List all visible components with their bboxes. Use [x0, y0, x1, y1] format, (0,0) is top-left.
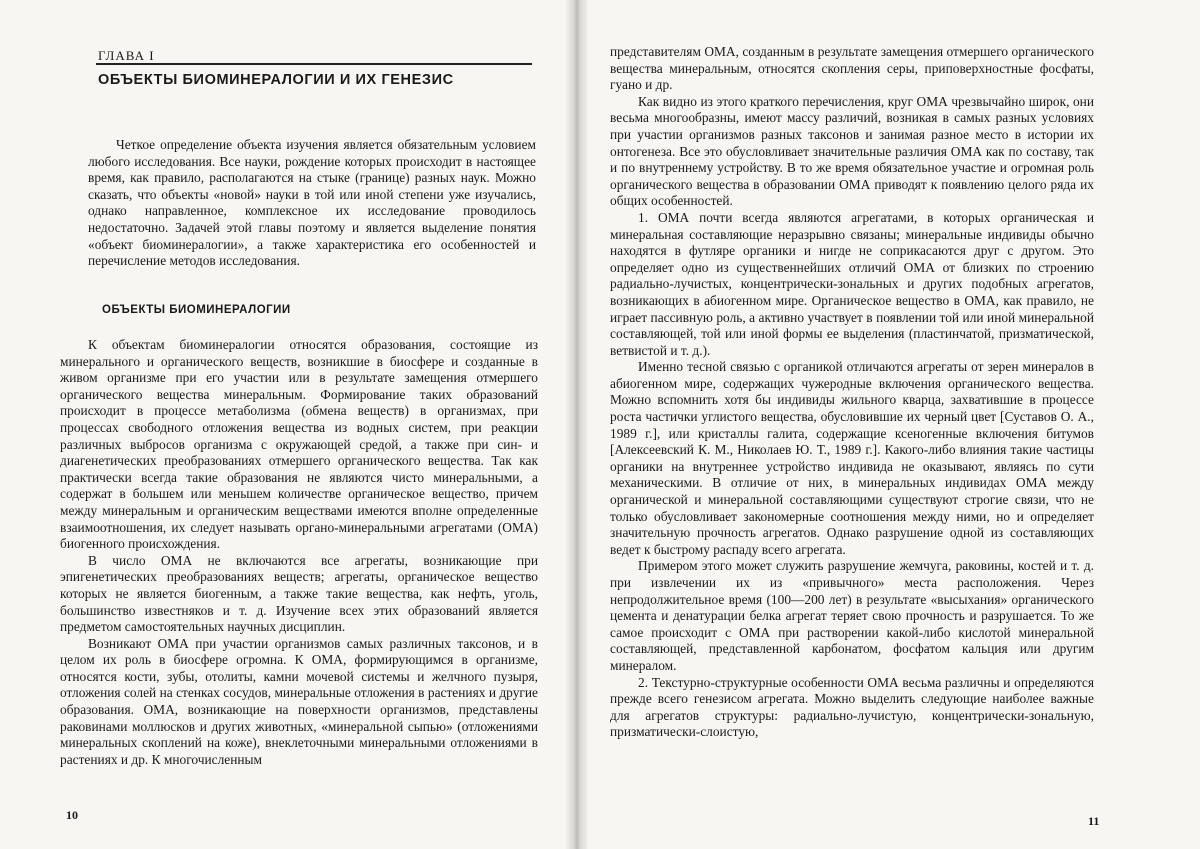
body-paragraph: Как видно из этого краткого перечисления, круг ОМА чрезвычайно широк, они весьма многообразны, имеют массу различий, возникая в самых разных условиях при участии организмов разных таксонов и занимая разное место в истории их онтогенеза. Все это обусловливает значительные различия ОМА как по составу, так и по внутреннему устройству. В то же время обязательное участие и огромная роль органического вещества в образовании ОМА приводят к появлению целого ряда их общих особенностей. [610, 93, 1094, 209]
body-paragraph: В число ОМА не включаются все агрегаты, возникающие при эпигенетических преобразованиях веществ; агрегаты, органическое вещество которых не является биогенным, а также такие вещества, как нефть, уголь, большинство известняков и т. д. Изучение всех этих образований является предметом самостоятельных научных дисциплин. [60, 552, 538, 635]
chapter-label: ГЛАВА I [98, 48, 155, 63]
right-body-text [610, 44, 1094, 741]
intro-text [88, 137, 536, 270]
left-page [0, 0, 566, 849]
body-paragraph: 1. ОМА почти всегда являются агрегатами, в которых органическая и минеральная составляющие неразрывно связаны; минеральные индивиды обычно находятся в футляре органики и нигде не соприкасаются друг с другом. Это определяет одно из существеннейших отличий ОМА от близких по строению радиально-лучистых, концентрически-зональных и других подобных агрегатов, возникающих в абиогенном мире. Органическое вещество в ОМА, как правило, не играет пассивную роль, а активно участвует в появлении той или иной минеральной составляющей, той или иной формы ее выделения (пластинчатой, призматической, ветвистой и т. д.). [610, 209, 1094, 358]
book-gutter [566, 0, 588, 849]
body-paragraph: К объектам биоминералогии относятся образования, состоящие из минерального и органического веществ, возникшие в биосфере и созданные в живом организме при его участии или в результате замещения отмершего органического вещества минеральным. Формирование таких образований происходит в процессе метаболизма (обмена веществ) в организмах, при процессах свободного отложения вещества из водных систем, при реакции различных выбросов организма с окружающей средой, а также при син- и диагенетических преобразованиях отмершего органического вещества. Так как практически всегда такие образования не являются чисто минеральными, а содержат в большем или меньшем количестве органическое вещество, причем между минеральным и органическим веществами имеются вполне определенные взаимоотношения, их следует называть органо-минеральными агрегатами (ОМА) биогенного происхождения. [60, 337, 538, 552]
chapter-title: ОБЪЕКТЫ БИОМИНЕРАЛОГИИ И ИХ ГЕНЕЗИС [98, 72, 454, 88]
chapter-rule [96, 63, 532, 65]
section-heading: ОБЪЕКТЫ БИОМИНЕРАЛОГИИ [102, 304, 291, 316]
continuation-paragraph: представителям ОМА, созданным в результате замещения отмершего органического вещества минеральным, относятся скопления серы, приповерхностные фосфаты, гуано и др. [610, 44, 1094, 93]
left-body-text [60, 337, 538, 768]
body-paragraph: Примером этого может служить разрушение жемчуга, раковины, костей и т. д. при извлечении их из «привычного» места расположения. Через непродолжительное время (100—200 лет) в результате «высыхания» органического цемента и денатурации белка агрегат теряет свою прочность и разрушается. То же самое происходит с ОМА при растворении какой-либо кислотой минеральной составляющей, представленной карбонатом, фосфатом кальция или другим минералом. [610, 558, 1094, 673]
page-number-right: 11 [1088, 814, 1100, 828]
body-paragraph: Возникают ОМА при участии организмов самых различных таксонов, и в целом их роль в биосфере огромна. К ОМА, формирующимся в организме, относятся кости, зубы, отолиты, камни мочевой системы и желчного пузыря, отложения солей на стенках сосудов, минеральные отложения в растениях и другие образования. ОМА, возникающие на поверхности организмов, представлены раковинами моллюсков и других животных, «минеральной сыпью» (отложениями минеральных скоплений на коже), внеклеточными минеральными отложениями в растениях и др. К многочисленным [60, 635, 538, 767]
right-page [588, 0, 1200, 849]
intro-paragraph: Четкое определение объекта изучения является обязательным условием любого исследования. Все науки, рождение которых происходит в настоящее время, как правило, располагаются на стыке (границе) разных наук. Можно сказать, что объекты «новой» науки в той или иной степени уже изучались, однако направленное, комплексное их исследование проводилось недостаточно. Задачей этой главы поэтому и является выделение понятия «объект биоминералогии», а также характеристика его особенностей и перечисление методов исследования. [88, 137, 536, 269]
body-paragraph: Именно тесной связью с органикой отличаются агрегаты от зерен минералов в абиогенном мире, содержащих чужеродные включения органического вещества. Можно вспомнить хотя бы индивиды жильного кварца, захватившие в процессе роста частички углистого вещества, обусловившие их черный цвет [Суставов О. А., 1989 г.], или кристаллы галита, содержащие ксеногенные включения битумов [Алексеевский К. М., Николаев Ю. Т., 1989 г.]. Какого-либо влияния такие частицы органики на внутреннее устройство индивида не оказывают, являясь по сути механическими. В отличие от них, в минеральных индивидах ОМА между органической и минеральной составляющими существуют строгие связи, что не только обусловливает закономерные соотношения между ними, но и определяет значительную прочность агрегатов. Однако разрушение одной из составляющих ведет к быстрому распаду всего агрегата. [610, 359, 1094, 557]
page-number-left: 10 [66, 808, 78, 822]
body-paragraph: 2. Текстурно-структурные особенности ОМА весьма различны и определяются прежде всего генезисом агрегата. Можно выделить следующие наиболее важные для агрегатов структуры: радиально-лучистую, концентрически-зональную, призматически-слоистую, [610, 674, 1094, 740]
